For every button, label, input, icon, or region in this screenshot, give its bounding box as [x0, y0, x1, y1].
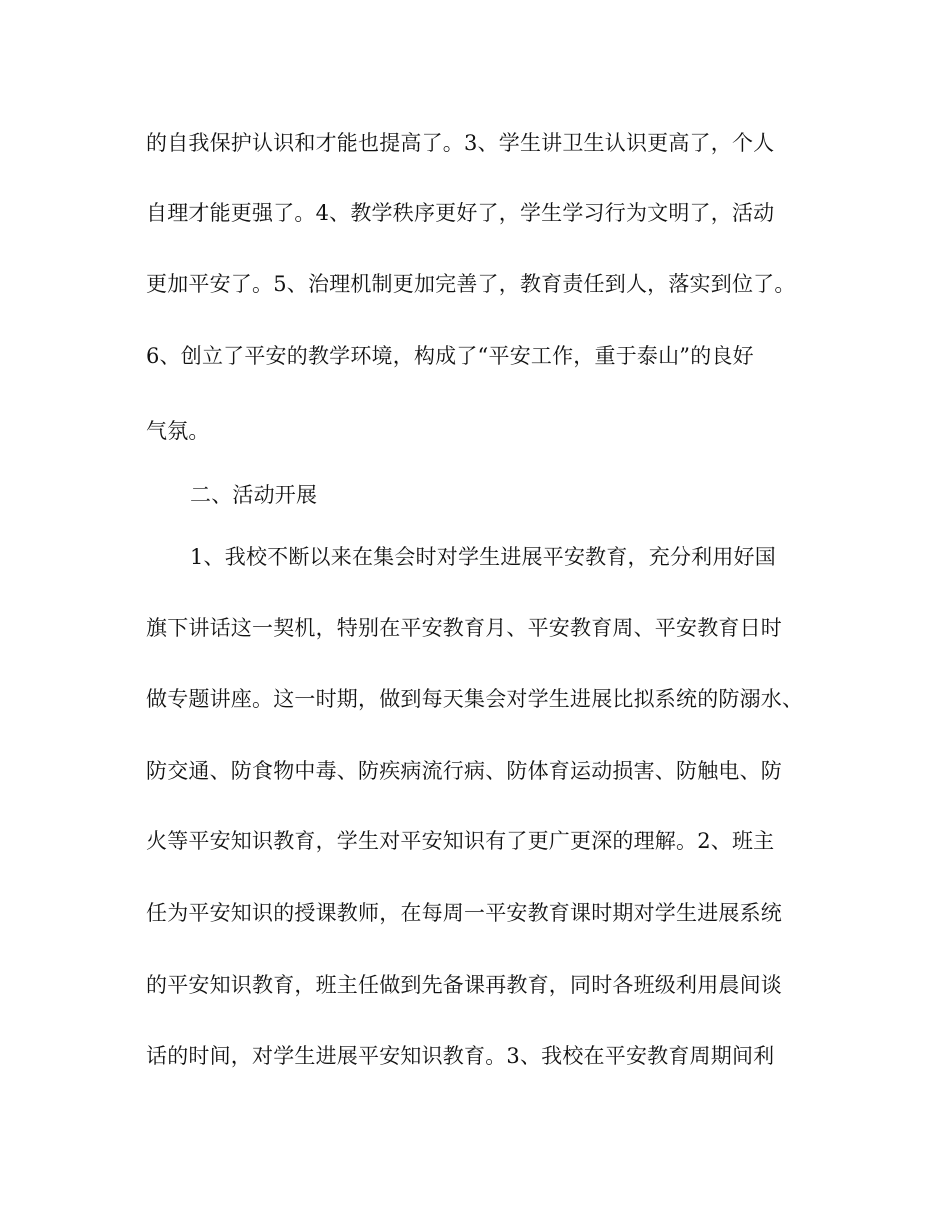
text-line: 自理才能更强了。4、教学秩序更好了，学生学习行为文明了，活动: [146, 201, 775, 225]
text-line: 火等平安知识教育，学生对平安知识有了更广更深的理解。2、班主: [146, 829, 775, 853]
text-line: 更加平安了。5、治理机制更加完善了，教育责任到人，落实到位了。: [146, 272, 796, 296]
text-line: 的自我保护认识和才能也提高了。3、学生讲卫生认识更高了，个人: [146, 131, 775, 155]
text-line: 做专题讲座。这一时期，做到每天集会对学生进展比拟系统的防溺水、: [146, 687, 804, 711]
text-line: 旗下讲话这一契机，特别在平安教育月、平安教育周、平安教育日时: [146, 616, 782, 640]
text-line: 任为平安知识的授课教师，在每周一平安教育课时期对学生进展系统: [146, 901, 782, 925]
text-line: 1、我校不断以来在集会时对学生进展平安教育，充分利用好国: [190, 545, 776, 569]
text-line: 话的时间，对学生进展平安知识教育。3、我校在平安教育周期间利: [146, 1044, 775, 1068]
section-heading: 二、活动开展: [190, 483, 318, 507]
text-line: 气氛。: [146, 419, 210, 443]
text-line: 的平安知识教育，班主任做到先备课再教育，同时各班级利用晨间谈: [146, 973, 782, 997]
text-line: 6、创立了平安的教学环境，构成了“平安工作，重于泰山”的良好: [146, 344, 754, 368]
text-line: 防交通、防食物中毒、防疾病流行病、防体育运动损害、防触电、防: [146, 759, 782, 783]
